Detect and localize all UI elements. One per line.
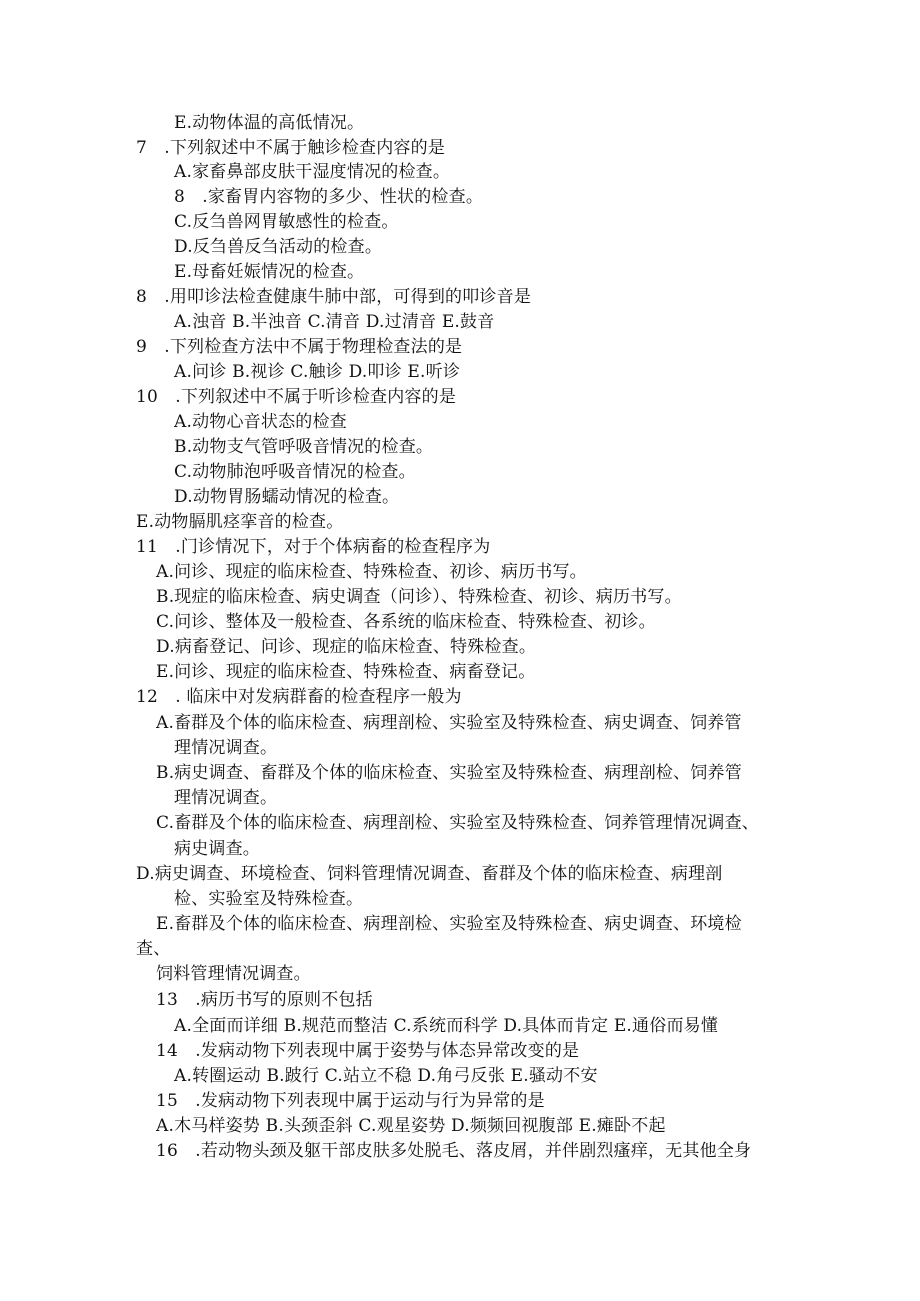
option-continuation: 查、 [136, 939, 171, 959]
option-line: E.畜群及个体的临床检查、病理剖检、实验室及特殊检查、病史调查、环境检 [156, 914, 742, 934]
question-line: 13 .病历书写的原则不包括 [156, 990, 373, 1010]
option-line: B.动物支气管呼吸音情况的检查。 [174, 437, 434, 457]
option-line: A.转圈运动 B.跛行 C.站立不稳 D.角弓反张 E.骚动不安 [174, 1066, 598, 1086]
option-line: A.问诊 B.视诊 C.触诊 D.叩诊 E.听诊 [174, 362, 461, 382]
option-continuation: 病史调查。 [174, 839, 260, 859]
option-line: E.动物膈肌痉挛音的检查。 [136, 512, 344, 532]
option-line: C.动物肺泡呼吸音情况的检查。 [174, 462, 416, 482]
question-line: 9 .下列检查方法中不属于物理检查法的是 [136, 337, 463, 357]
option-line: A.浊音 B.半浊音 C.清音 D.过清音 E.鼓音 [174, 312, 495, 332]
option-line: C.问诊、整体及一般检查、各系统的临床检查、特殊检查、初诊。 [156, 612, 656, 632]
question-line: 7 .下列叙述中不属于触诊检查内容的是 [136, 138, 446, 158]
question-line: 12 . 临床中对发病群畜的检查程序一般为 [136, 687, 462, 707]
option-line: E.问诊、现症的临床检查、特殊检查、病畜登记。 [156, 662, 536, 682]
question-line: 8 .用叩诊法检查健康牛肺中部，可得到的叩诊音是 [136, 287, 532, 307]
option-line: B.现症的临床检查、病史调查（问诊）、特殊检查、初诊、病历书写。 [156, 587, 682, 607]
option-line: A.动物心音状态的检查 [174, 412, 347, 432]
option-continuation: 理情况调查。 [174, 788, 278, 808]
option-continuation: 检、实验室及特殊检查。 [174, 889, 364, 909]
option-line: C.反刍兽网胃敏感性的检查。 [174, 212, 399, 232]
option-continuation: 饲料管理情况调查。 [156, 964, 311, 984]
option-line: A.全面而详细 B.规范而整洁 C.系统而科学 D.具体而肯定 E.通俗而易懂 [174, 1016, 719, 1036]
option-line: D.动物胃肠蠕动情况的检查。 [174, 487, 400, 507]
option-line: B.病史调查、畜群及个体的临床检查、实验室及特殊检查、病理剖检、饲养管 [156, 763, 742, 783]
option-line: C.畜群及个体的临床检查、病理剖检、实验室及特殊检查、饲养管理情况调查、 [156, 813, 760, 833]
question-line: 10 .下列叙述中不属于听诊检查内容的是 [136, 387, 457, 407]
option-line: 8 .家畜胃内容物的多少、性状的检查。 [174, 187, 484, 207]
question-line: 14 .发病动物下列表现中属于姿势与体态异常改变的是 [156, 1041, 580, 1061]
option-line: D.病畜登记、问诊、现症的临床检查、特殊检查。 [156, 637, 537, 657]
question-line: 16 .若动物头颈及躯干部皮肤多处脱毛、落皮屑，并伴剧烈瘙痒，无其他全身 [156, 1141, 752, 1161]
question-line: 11 .门诊情况下，对于个体病畜的检查程序为 [136, 537, 491, 557]
option-line: A.家畜鼻部皮肤干湿度情况的检查。 [174, 162, 451, 182]
question-line: 15 .发病动物下列表现中属于运动与行为异常的是 [156, 1091, 545, 1111]
option-continuation: 理情况调查。 [174, 738, 278, 758]
option-line: D.病史调查、环境检查、饲料管理情况调查、畜群及个体的临床检查、病理剖 [136, 864, 723, 884]
option-line: A.木马样姿势 B.头颈歪斜 C.观星姿势 D.频频回视腹部 E.瘫卧不起 [156, 1116, 666, 1136]
option-line: A.问诊、现症的临床检查、特殊检查、初诊、病历书写。 [156, 562, 587, 582]
option-line: D.反刍兽反刍活动的检查。 [174, 237, 383, 257]
option-line: E.动物体温的高低情况。 [174, 113, 365, 133]
option-line: A.畜群及个体的临床检查、病理剖检、实验室及特殊检查、病史调查、饲养管 [156, 713, 742, 733]
option-line: E.母畜妊娠情况的检查。 [174, 262, 365, 282]
